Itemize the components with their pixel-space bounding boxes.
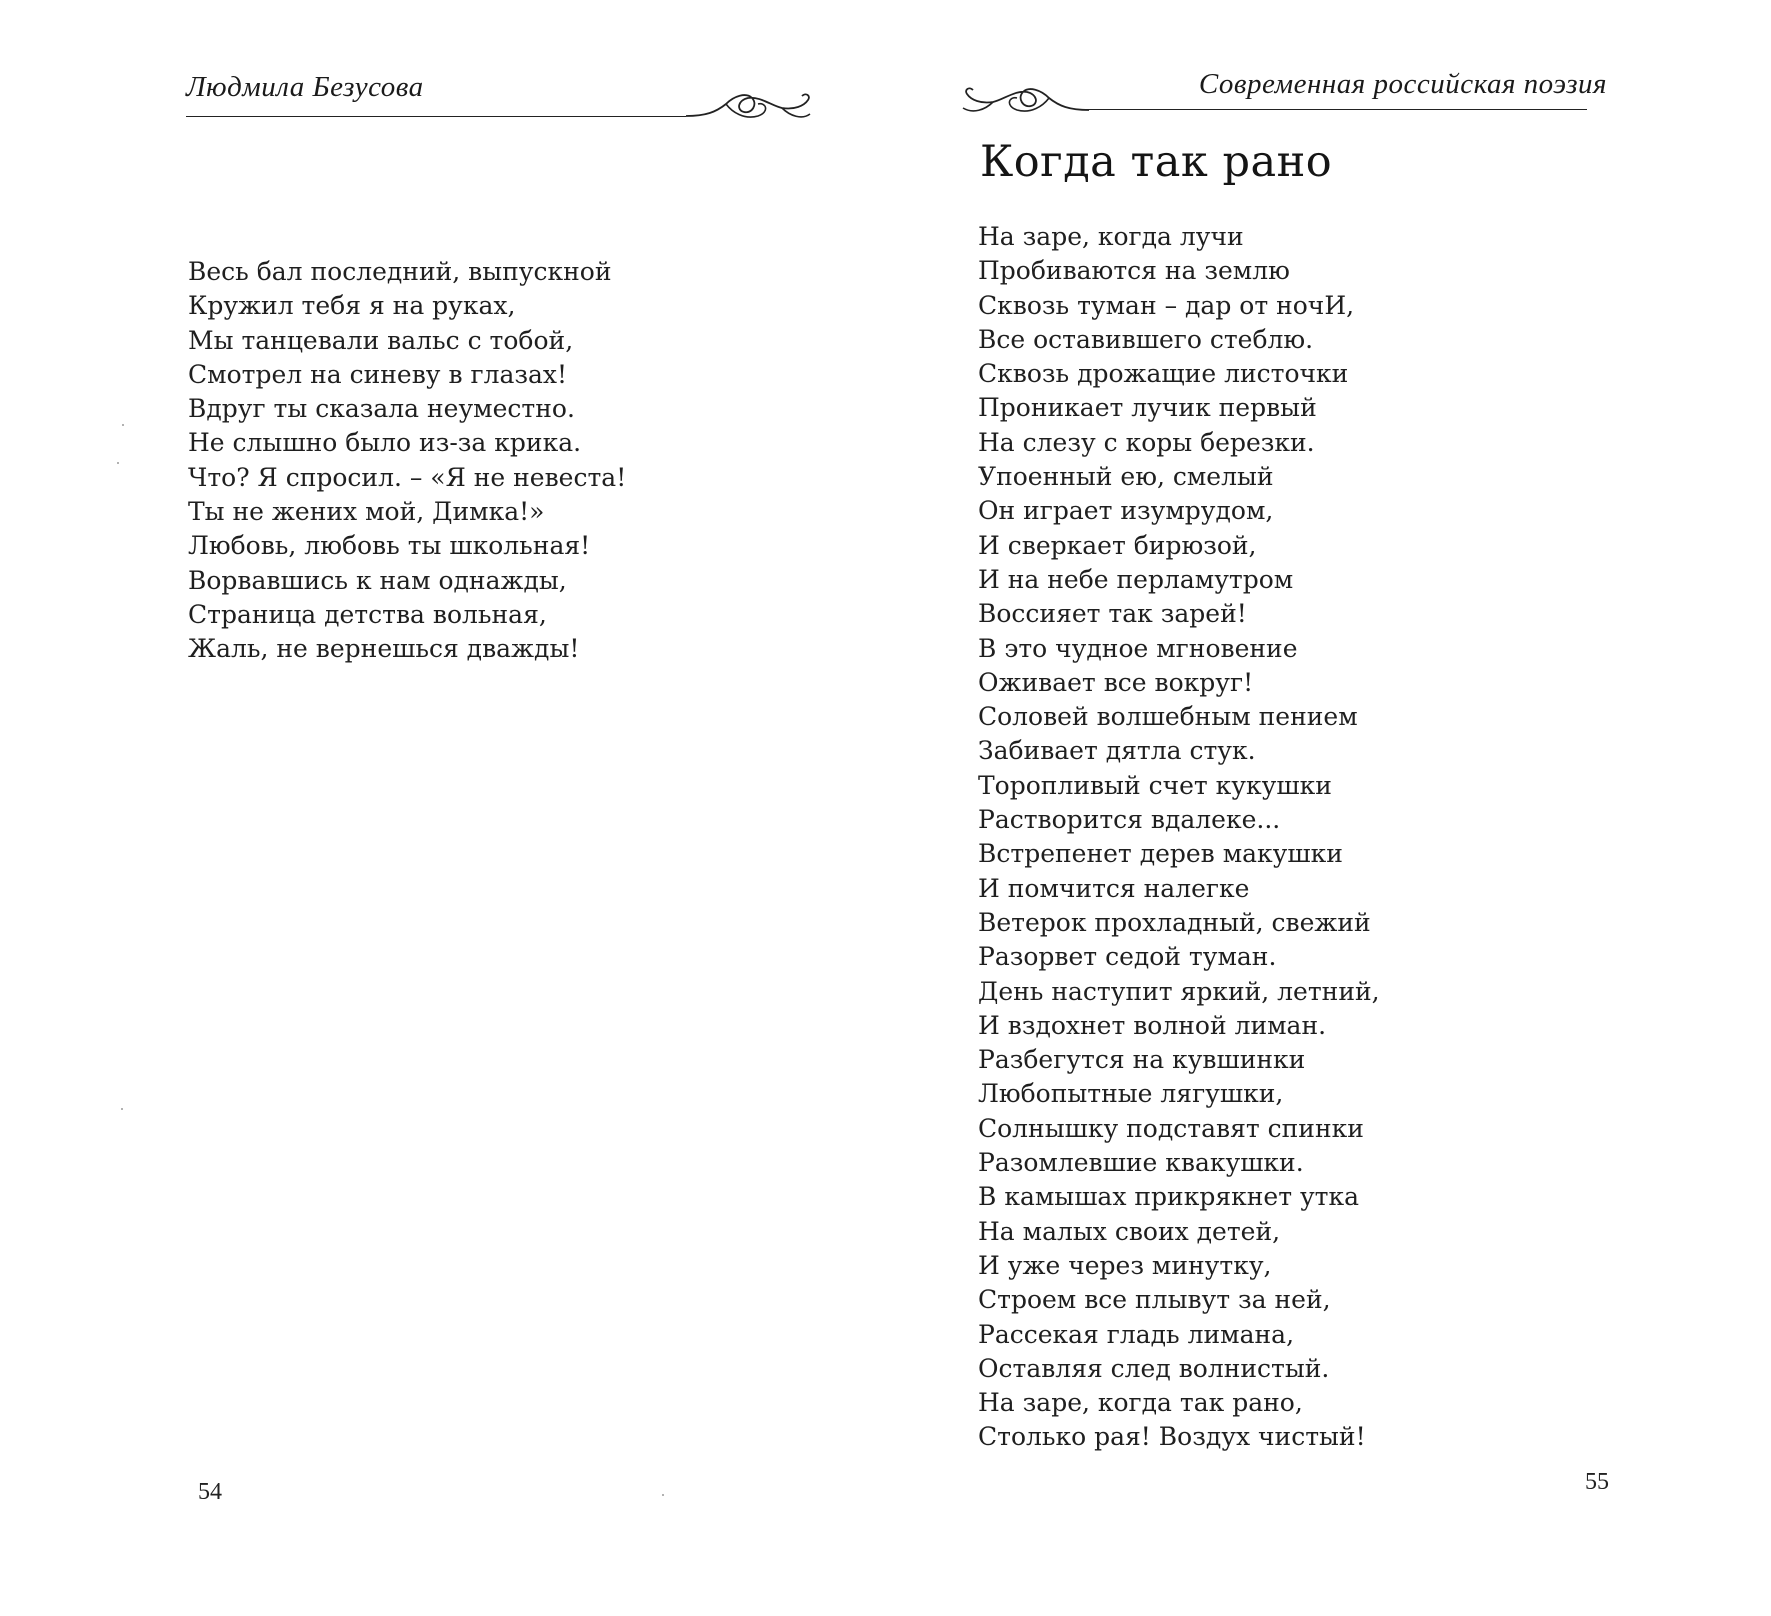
poem-line: Что? Я спросил. – «Я не невеста!	[188, 462, 627, 492]
poem-line: Он играет изумрудом,	[978, 496, 1274, 526]
poem-line: Все оставившего стеблю.	[978, 324, 1314, 354]
poem-line: Разбегутся на кувшинки	[978, 1045, 1306, 1075]
poem-line: И уже через минутку,	[978, 1250, 1272, 1280]
scan-speck	[122, 424, 124, 426]
poem-line: Вдруг ты сказала неуместно.	[188, 394, 575, 424]
header-rule-right	[1085, 109, 1587, 110]
poem-line: Рассекая гладь лимана,	[978, 1319, 1295, 1349]
poem-line: Любопытные лягушки,	[978, 1079, 1284, 1109]
right-page	[885, 0, 1771, 1616]
poem-line: Солнышку подставят спинки	[978, 1113, 1364, 1143]
poem-line: Мы танцевали вальс с тобой,	[188, 325, 574, 355]
page-number-left: 54	[198, 1479, 222, 1505]
poem-line: Воссияет так зарей!	[978, 599, 1247, 629]
poem-line: На заре, когда лучи	[978, 222, 1244, 251]
running-head-collection: Современная российская поэзия	[1198, 68, 1607, 100]
poem-line: Пробиваются на землю	[978, 256, 1290, 286]
running-head-author: Людмила Безусова	[186, 71, 424, 103]
header-rule-left	[186, 116, 686, 117]
poem-line: Не слышно было из-за крика.	[188, 428, 582, 458]
poem-line: И вздохнет волной лиман.	[978, 1010, 1327, 1040]
poem-line: И на небе перламутром	[978, 564, 1294, 594]
scan-speck	[121, 1108, 123, 1110]
poem-line: В камышах прикрякнет утка	[978, 1182, 1360, 1212]
poem-line: Жаль, не вернешься дважды!	[188, 634, 580, 664]
poem-line: Ворвавшись к нам однажды,	[188, 565, 567, 595]
poem-line: На малых своих детей,	[978, 1216, 1281, 1246]
poem-line: И помчится налегке	[978, 873, 1250, 903]
flourish-swirl-icon	[686, 82, 816, 132]
poem-line: Строем все плывут за ней,	[978, 1285, 1331, 1315]
poem-left	[188, 255, 626, 667]
poem-line: Оставляя след волнистый.	[978, 1353, 1330, 1383]
poem-line: Упоенный ею, смелый	[978, 462, 1274, 492]
scan-speck	[117, 462, 119, 464]
poem-line: Ты не жених мой, Димка!»	[188, 497, 545, 527]
poem-line: Разомлевшие квакушки.	[978, 1148, 1304, 1178]
poem-line: Сквозь дрожащие листочки	[978, 359, 1349, 389]
poem-line: Забивает дятла стук.	[978, 736, 1256, 766]
poem-line: Любовь, любовь ты школьная!	[188, 531, 591, 561]
poem-line: Оживает все вокруг!	[978, 667, 1254, 697]
left-page	[0, 0, 885, 1616]
poem-line: Разорвет седой туман.	[978, 942, 1277, 972]
flourish-swirl-icon	[957, 78, 1089, 128]
poem-line: Соловей волшебным пением	[978, 702, 1358, 732]
poem-line: Растворится вдалеке...	[978, 805, 1281, 835]
poem-line: День наступит яркий, летний,	[978, 976, 1380, 1006]
poem-line: Сквозь туман – дар от ночИ,	[978, 290, 1355, 320]
poem-line: Столько рая! Воздух чистый!	[978, 1422, 1366, 1452]
poem-right	[978, 220, 1380, 1455]
poem-line: Ветерок прохладный, свежий	[978, 907, 1371, 937]
scan-speck	[662, 1494, 664, 1496]
page-number-right: 55	[1585, 1469, 1609, 1495]
poem-line: В это чудное мгновение	[978, 633, 1298, 663]
poem-line: Весь бал последний, выпускной	[188, 257, 612, 286]
poem-line: И сверкает бирюзой,	[978, 530, 1257, 560]
poem-line: Торопливый счет кукушки	[978, 770, 1332, 800]
poem-line: Встрепенет дерев макушки	[978, 839, 1343, 869]
poem-line: Кружил тебя я на руках,	[188, 291, 516, 321]
poem-title: Когда так рано	[980, 137, 1333, 187]
poem-line: На слезу с коры березки.	[978, 427, 1315, 457]
poem-line: Страница детства вольная,	[188, 599, 547, 629]
poem-line: Проникает лучик первый	[978, 393, 1317, 423]
poem-line: На заре, когда так рано,	[978, 1388, 1303, 1418]
poem-line: Смотрел на синеву в глазах!	[188, 359, 568, 389]
